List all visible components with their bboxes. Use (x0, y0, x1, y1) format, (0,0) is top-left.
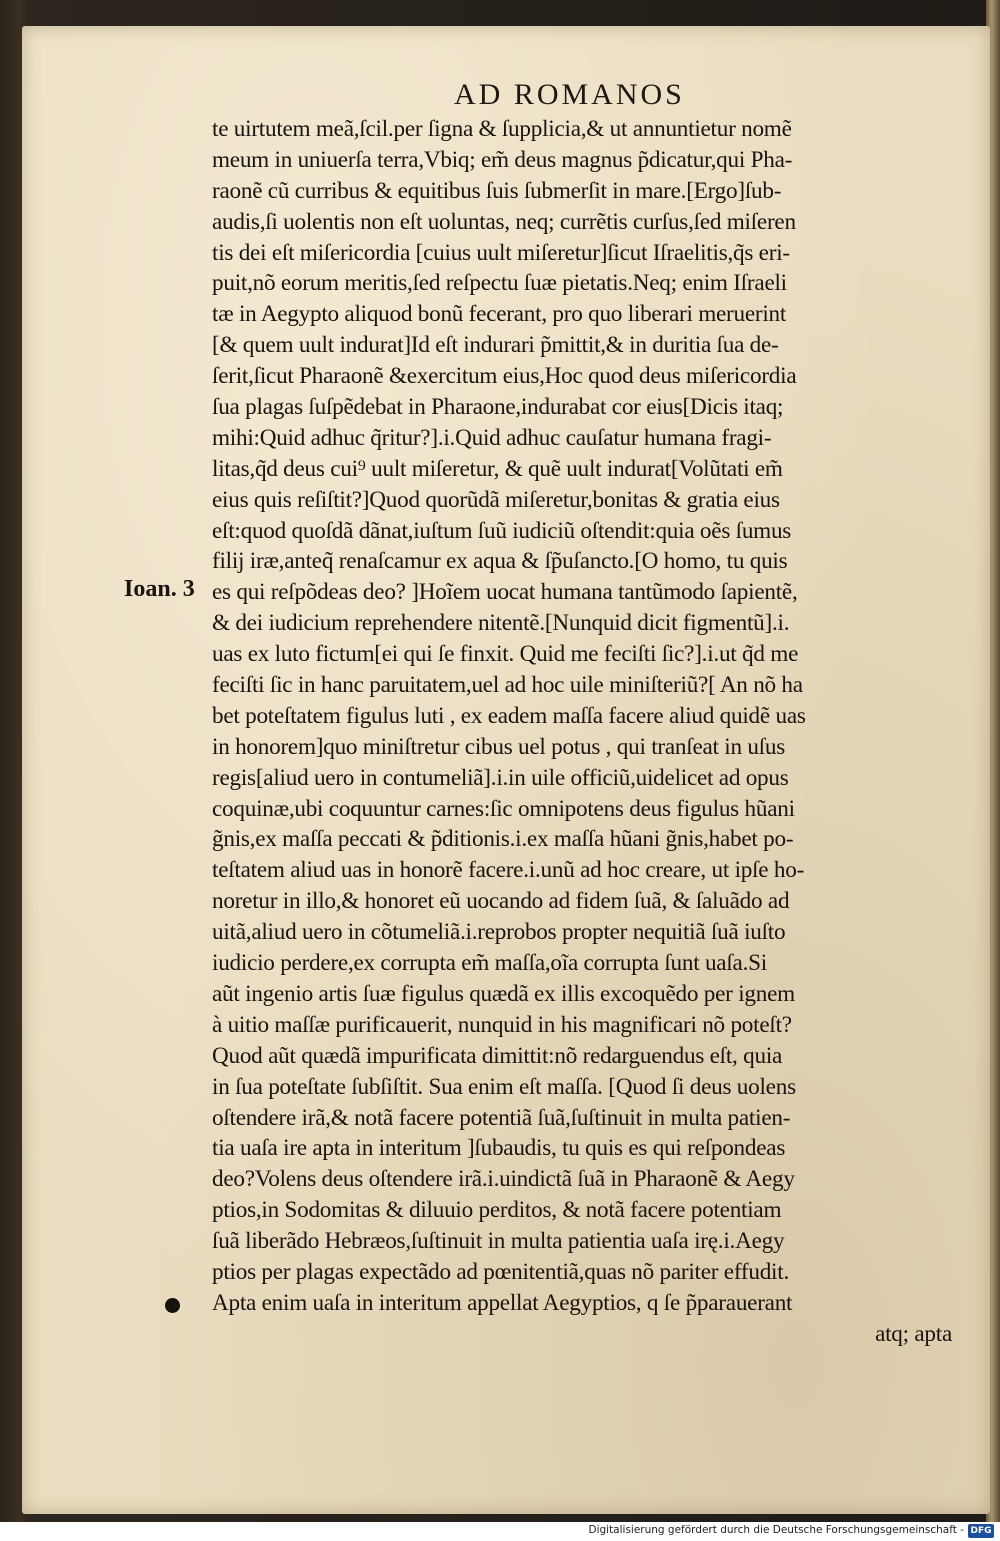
text-line: oſtendere irã,& notã facere potentiã ſuã,ſuſtinuit in multa patien- (212, 1104, 791, 1131)
text-line: tæ in Aegypto aliquod bonũ fecerant, pro quo liberari meruerint (212, 301, 787, 328)
text-line: es qui reſpõdeas deo? ]Hoĩem uocat humana tantũmodo ſapientẽ, (212, 579, 798, 606)
text-line: iudicio perdere,ex corrupta em̃ maſſa,oĩa corrupta ſunt uaſa.Si (212, 950, 767, 977)
text-line: Quod aũt quædã impurificata dimittit:nõ redarguendus eſt, quia (212, 1042, 783, 1069)
text-line: litas,q̃d deus cui⁹ uult miſeretur, & quẽ uult indurat[Volũtati em̃ (212, 455, 783, 482)
text-line: uitã,aliud uero in cõtumeliã.i.reprobos propter nequitiã ſuã iuſto (212, 919, 786, 946)
text-line: raonẽ cũ curribus & equitibus ſuis ſubmerſit in mare.[Ergo]ſub- (212, 177, 782, 204)
dfg-logo: DFG (968, 1524, 994, 1538)
marginal-note: Ioan. 3 (124, 576, 195, 602)
running-head: AD ROMANOS (454, 78, 685, 111)
text-line: te uirtutem meã,ſcil.per ſigna & ſupplicia,& ut annuntietur nomẽ (212, 116, 792, 142)
text-line: puit,nõ eorum meritis,ſed reſpectu ſuæ pietatis.Neq; enim Iſraeli (212, 270, 787, 297)
text-line: filij iræ,anteq̃ renaſcamur ex aqua & ſp̃uſancto.[O homo, tu quis (212, 548, 788, 575)
text-line: aũt ingenio artis ſuæ figulus quædã ex illis excoquẽdo per ignem (212, 980, 795, 1007)
text-line: eſt:quod quoſdã dãnat,iuſtum ſuũ iudiciũ oſtendit:quia oẽs ſumus (212, 517, 792, 544)
text-line: bet poteſtatem figulus luti , ex eadem maſſa facere aliud quidẽ uas (212, 702, 806, 729)
text-line: tis dei eſt miſericordia [cuius uult miſeretur]ſicut Iſraelitis,q̃s eri- (212, 239, 790, 266)
text-line: deo?Volens deus oſtendere irã.i.uindictã ſuã in Pharaonẽ & Aegy (212, 1166, 795, 1193)
text-line: ſuã liberãdo Hebræos,ſuſtinuit in multa patientia uaſa irę.i.Aegy (212, 1228, 785, 1255)
text-line: Apta enim uaſa in interitum appellat Aegyptios, q ſe p̃parauerant (212, 1289, 793, 1316)
text-line: coquinæ,ubi coquuntur carnes:ſic omnipotens deus figulus hũani (212, 795, 795, 822)
digitization-credit: Digitalisierung gefördert durch die Deutsche Forschungsgemeinschaft - (588, 1524, 964, 1536)
body-text-block (212, 114, 962, 1350)
text-line: & dei iudicium reprehendere nitentẽ.[Nunquid dicit figmentũ].i. (212, 610, 790, 637)
text-line: ptios,in Sodomitas & diluuio perditos, & notã facere potentiam (212, 1197, 782, 1224)
text-line: regis[aliud uero in contumeliã].i.in uile officiũ,uidelicet ad opus (212, 764, 789, 791)
text-line: uas ex luto fictum[ei qui ſe finxit. Quid me feciſti ſic?].i.ut q̃d me (212, 641, 799, 668)
text-line: mihi:Quid adhuc q̃ritur?].i.Quid adhuc cauſatur humana fragi- (212, 424, 772, 451)
text-line: feciſti ſic in hanc paruitatem,uel ad hoc uile miniſteriũ?[ An nõ ha (212, 672, 803, 699)
text-line: [& quem uult indurat]Id eſt indurari p̃mittit,& in duritia ſua de- (212, 332, 779, 359)
text-line: noretur in illo,& honoret eũ uocando ad fidem ſuã, & ſaluãdo ad (212, 888, 790, 915)
text-line: in ſua poteſtate ſubſiſtit. Sua enim eſt maſſa. [Quod ſi deus uolens (212, 1073, 796, 1100)
text-line: eius quis reſiſtit?]Quod quorũdã miſeretur,bonitas & gratia eius (212, 486, 780, 513)
text-line: g̃nis,ex maſſa peccati & p̃ditionis.i.ex maſſa hũani g̃nis,habet po- (212, 826, 794, 853)
text-line: ſerit,ſicut Pharaonẽ &exercitum eius,Hoc quod deus miſericordia (212, 363, 797, 390)
text-line: in honorem]quo miniſtretur cibus uel potus , qui tranſeat in uſus (212, 733, 786, 760)
text-line: ſua plagas ſuſpẽdebat in Pharaone,indurabat cor eius[Dicis itaq; (212, 394, 784, 421)
catchword: atq; apta (875, 1320, 952, 1347)
text-line: ptios per plagas expectãdo ad pœnitentiã,quas nõ pariter effudit. (212, 1258, 789, 1285)
text-line: tia uaſa ire apta in interitum ]ſubaudis, tu quis es qui reſpondeas (212, 1135, 786, 1162)
text-line: audis,ſi uolentis non eſt uoluntas, neq; currẽtis curſus,ſed miſeren (212, 208, 796, 235)
text-line: à uitio maſſæ purificauerit, nunquid in his magnificari nõ poteſt? (212, 1011, 792, 1038)
text-line: teſtatem aliud uas in honorẽ facere.i.unũ ad hoc creare, ut ipſe ho- (212, 857, 805, 884)
paragraph-mark-icon (165, 1298, 180, 1313)
text-line: meum in uniuerſa terra,Vbiq; em̃ deus magnus p̃dicatur,qui Pha- (212, 146, 793, 173)
